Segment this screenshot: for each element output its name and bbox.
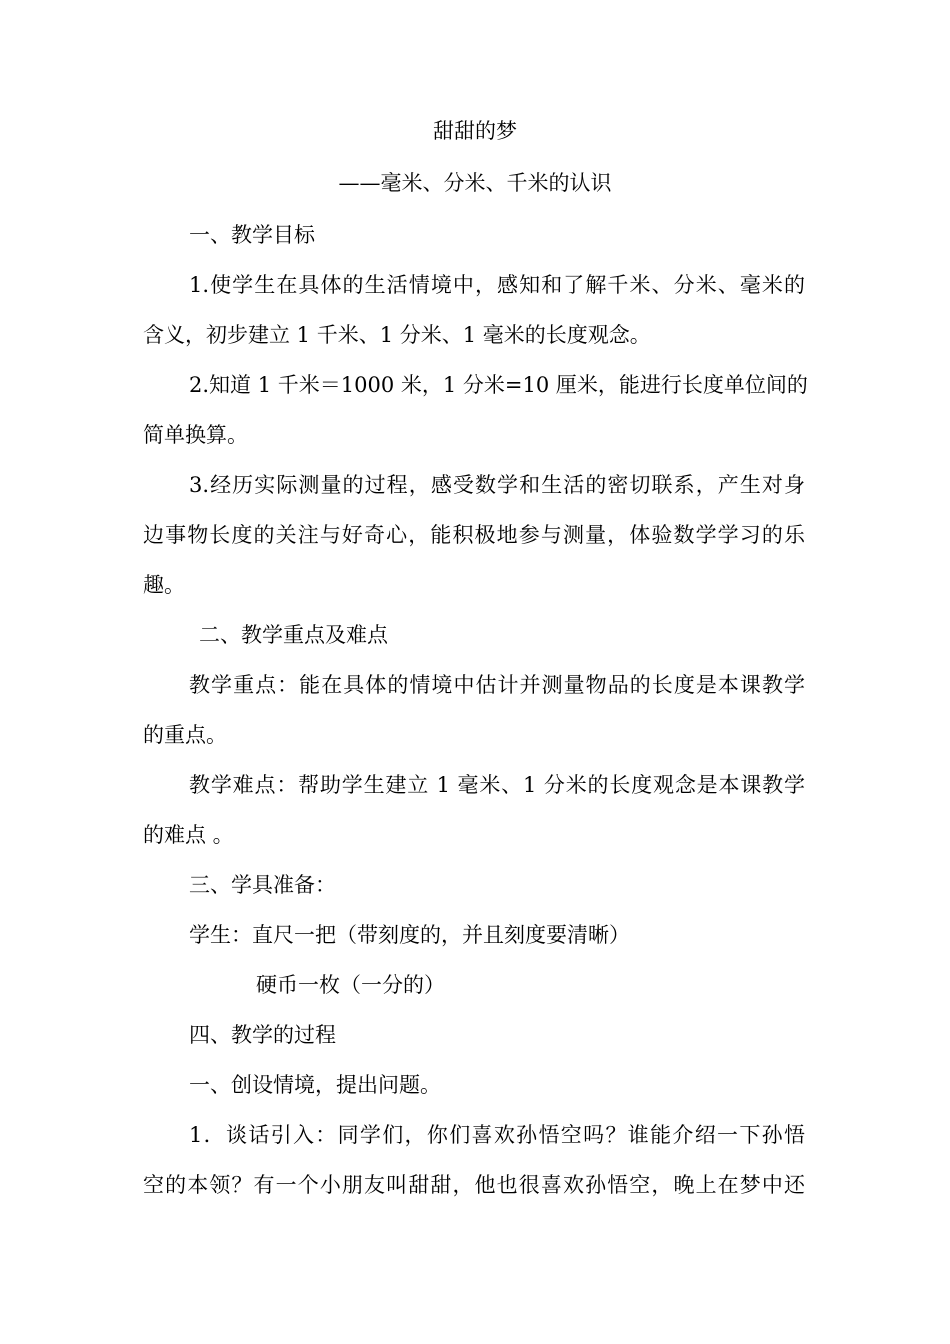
doc-title: 甜甜的梦: [433, 119, 517, 143]
talk-line1: 1．谈话引入：同学们，你们喜欢孙悟空吗？谁能介绍一下孙悟: [189, 1123, 805, 1147]
doc-subtitle: ——毫米、分米、千米的认识: [338, 171, 612, 195]
section-heading-goals: 一、教学目标: [189, 223, 315, 247]
goal2-line2: 简单换算。: [143, 423, 248, 447]
key-point-line2: 的重点。: [143, 723, 227, 747]
key-point-line1: 教学重点：能在具体的情境中估计并测量物品的长度是本课教学: [189, 673, 805, 697]
goal3-line1: 3.经历实际测量的过程，感受数学和生活的密切联系，产生对身: [189, 473, 805, 497]
goal1-line2: 含义，初步建立 1 千米、1 分米、1 毫米的长度观念。: [143, 323, 651, 347]
goal1-line1: 1.使学生在具体的生活情境中，感知和了解千米、分米、毫米的: [189, 273, 805, 297]
goal3-line2: 边事物长度的关注与好奇心，能积极地参与测量，体验数学学习的乐: [143, 523, 805, 547]
section-heading-key-points: 二、教学重点及难点: [199, 623, 388, 647]
section-heading-process: 四、教学的过程: [189, 1023, 336, 1047]
section-heading-tools: 三、学具准备：: [189, 873, 336, 897]
difficulty-line1: 教学难点：帮助学生建立 1 毫米、1 分米的长度观念是本课教学: [189, 773, 805, 797]
goal2-line1: 2.知道 1 千米＝1000 米，1 分米=10 厘米，能进行长度单位间的: [189, 373, 808, 397]
tools-line1: 学生：直尺一把（带刻度的，并且刻度要清晰）: [189, 923, 630, 947]
talk-line2: 空的本领？有一个小朋友叫甜甜，他也很喜欢孙悟空，晚上在梦中还: [143, 1173, 805, 1197]
goal3-line3: 趣。: [143, 573, 185, 597]
tools-line2: 硬币一枚（一分的）: [256, 973, 445, 997]
step1-heading: 一、创设情境，提出问题。: [189, 1073, 441, 1097]
difficulty-line2: 的难点 。: [143, 823, 234, 847]
